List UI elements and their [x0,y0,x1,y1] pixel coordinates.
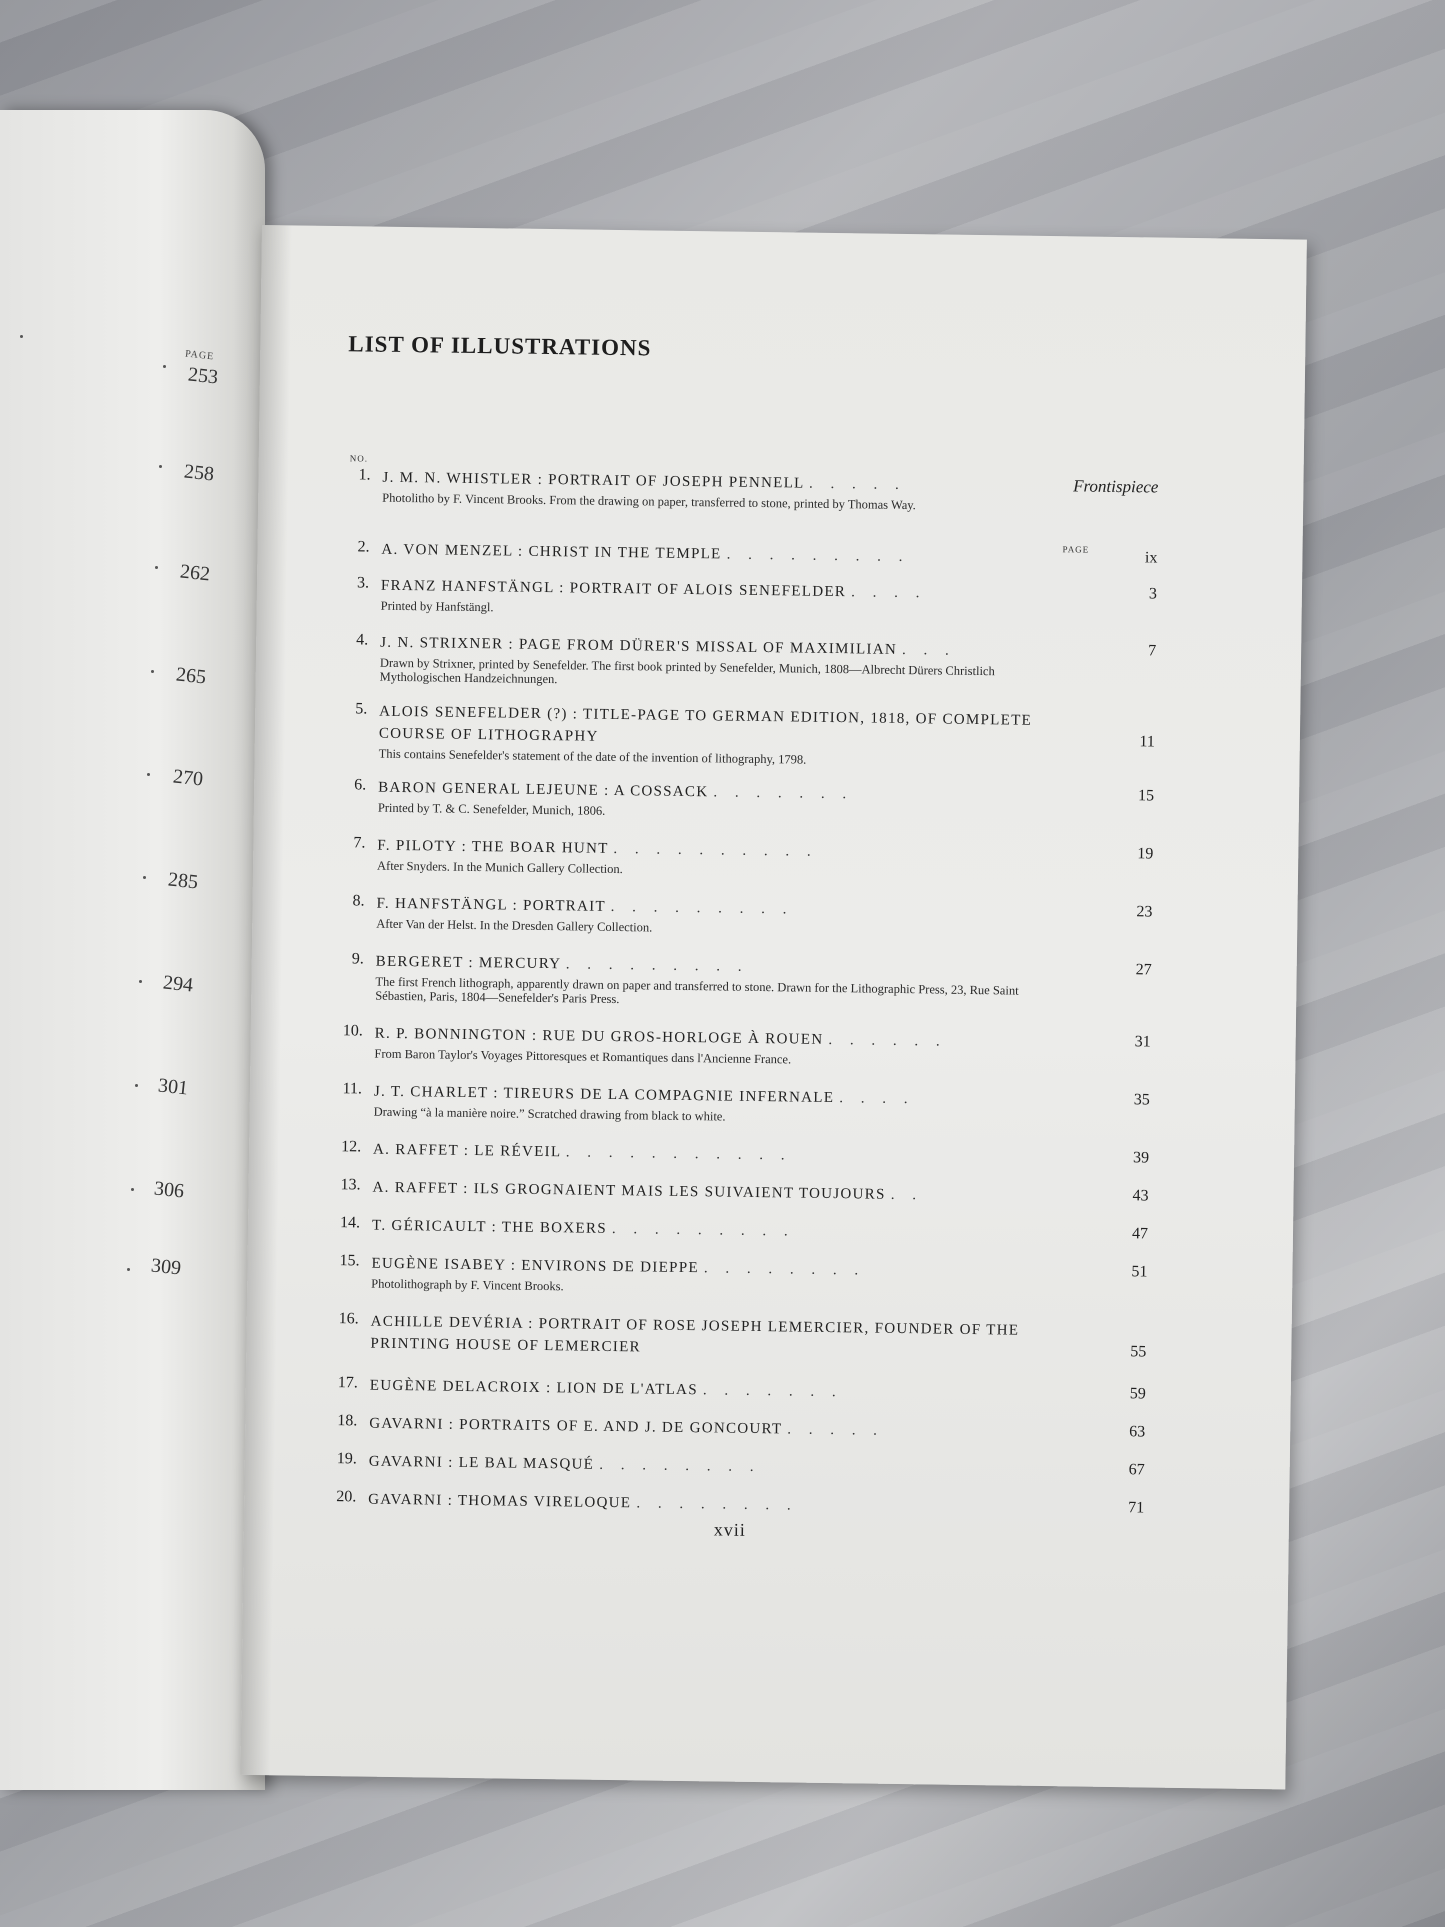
entry-page: 55 [1130,1343,1147,1361]
left-page-number: 294 [161,971,195,997]
entry-title: T. GÉRICAULT : THE BOXERS . . . . . . . . . [371,1217,795,1240]
entry-number: 1. [358,466,371,484]
illustration-list [319,466,1219,1517]
entry-page: 51 [1131,1263,1148,1281]
leader-dot [143,876,146,879]
entry-page: 15 [1137,787,1155,805]
entry-title: GAVARNI : THOMAS VIRELOQUE . . . . . . . . [368,1491,798,1514]
leader-dot [20,335,23,338]
list-item [314,834,1214,877]
entry-note: The first French lithograph, apparently drawn on paper and transferred to stone. Drawn for the Lithographic Press, 23, Rue Saint Sébastien, Paris, 1804—Senefelder's Paris Press. [375,974,1019,1007]
entry-title: F. HANFSTÄNGL : PORTRAIT . . . . . . . . . [376,895,794,918]
leader-dot [151,670,154,673]
entry-note: This contains Senefelder's statement of the date of the invention of lithography, 1798. [378,746,807,767]
leader-dot [127,1268,130,1271]
entry-title: A. RAFFET : ILS GROGNAIENT MAIS LES SUIVAIENT TOUJOURS . . [372,1179,924,1204]
entry-number: 14. [339,1214,361,1232]
entry-title: F. PILOTY : THE BOAR HUNT . . . . . . . . . . [377,837,818,860]
left-page-number: 309 [149,1254,183,1280]
entry-title: EUGÈNE DELACROIX : LION DE L'ATLAS . . . . . . . [369,1377,843,1401]
entry-number: 8. [352,892,365,910]
list-item [309,1176,1209,1205]
list-item [312,950,1212,1007]
entry-number: 15. [339,1252,360,1270]
entry-page: 23 [1136,903,1153,921]
entry-title: J. T. CHARLET : TIREURS DE LA COMPAGNIE INFERNALE . . . . [373,1083,915,1108]
entry-note: After Van der Helst. In the Dresden Gallery Collection. [376,916,653,935]
entry-number: 12. [341,1138,362,1156]
left-page-number: 301 [156,1074,190,1100]
entry-page: 63 [1129,1423,1146,1441]
list-item [305,1412,1205,1441]
entry-title: R. P. BONNINGTON : RUE DU GROS-HORLOGE À ROUEN . . . . . . [374,1025,947,1050]
list-item [306,1374,1206,1403]
left-page-number: 285 [166,868,200,894]
entry-page: ix [1144,549,1158,567]
entry-page: 43 [1132,1187,1149,1205]
entry-number: 19. [336,1450,357,1468]
entry-note: Drawing “à la manière noire.” Scratched drawing from black to white. [373,1104,726,1124]
entry-number: 5. [355,700,368,718]
entry-title: ACHILLE DEVÉRIA : PORTRAIT OF ROSE JOSEPH LEMERCIER, FOUNDER OF THE PRINTING HOUSE OF LEMERCIER [370,1313,1020,1356]
list-item [305,1450,1205,1479]
entry-page: 39 [1132,1149,1150,1167]
entry-number: 13. [340,1176,361,1194]
entry-note: From Baron Taylor's Voyages Pittoresques et Romantiques dans l'Ancienne France. [374,1046,792,1067]
number-column-label: NO. [349,453,369,464]
left-page [0,110,265,1790]
entry-title: EUGÈNE ISABEY : ENVIRONS DE DIEPPE . . . . . . . . [371,1255,866,1279]
entry-title: GAVARNI : PORTRAITS OF E. AND J. DE GONCOURT . . . . . [369,1415,885,1439]
entry-page: 71 [1128,1499,1145,1517]
entry-page: 7 [1148,642,1157,660]
entry-title: ALOIS SENEFELDER (?) : TITLE-PAGE TO GERMAN EDITION, 1818, OF COMPLETE COURSE OF LITHOGRAPHY [378,703,1033,745]
entry-number: 6. [354,776,367,794]
entry-number: 10. [342,1022,363,1040]
entry-title: BARON GENERAL LEJEUNE : A COSSACK . . . . . . . [378,779,854,803]
page-title: LIST OF ILLUSTRATIONS [348,331,652,361]
entry-number: 11. [342,1080,363,1098]
list-item [307,1310,1207,1361]
entry-note: After Snyders. In the Munich Gallery Collection. [376,858,623,877]
entry-page: 3 [1148,585,1158,603]
leader-dot [155,566,158,569]
left-page-number: 262 [178,560,212,586]
entry-note: Drawn by Strixner, printed by Senefelder. The first book printed by Senefelder, Munich, 1808—Albrecht Dürers Christlich Mythologischen Handzeichnungen. [379,655,995,687]
left-page-number: 253 [186,363,220,389]
list-item [308,1252,1208,1294]
leader-dot [159,465,162,468]
entry-title: A. VON MENZEL : CHRIST IN THE TEMPLE . . . . . . . . . [381,541,910,566]
leader-dot [139,980,142,983]
list-item [304,1488,1204,1517]
left-page-number: 265 [174,663,208,689]
list-item [308,1214,1208,1243]
entry-title: A. RAFFET : LE RÉVEIL . . . . . . . . . . . [372,1141,792,1164]
entry-number: 16. [338,1310,359,1328]
entry-page: 59 [1129,1385,1146,1403]
entry-number: 2. [357,538,370,556]
list-item [309,1138,1209,1167]
entry-page: 19 [1137,845,1154,863]
entry-title: BERGERET : MERCURY . . . . . . . . . [375,953,749,975]
entry-number: 18. [337,1412,358,1430]
list-item [314,776,1214,818]
left-page-number: 270 [171,765,205,791]
list-item [310,1080,1210,1124]
list-item [316,631,1216,687]
list-item [317,574,1217,615]
entry-title: FRANZ HANFSTÄNGL : PORTRAIT OF ALOIS SENEFELDER . . . . [380,577,927,602]
entry-title: J. M. N. WHISTLER : PORTRAIT OF JOSEPH PENNELL . . . . . [382,469,906,494]
entry-number: 9. [351,950,364,968]
entry-page: 31 [1134,1033,1151,1051]
entry-number: 20. [336,1488,357,1506]
entry-note: Photolithograph by F. Vincent Brooks. [371,1276,564,1294]
page-folio: xvii [713,1519,746,1540]
entry-note: Printed by Hanfstängl. [380,598,494,615]
left-page-number: 258 [182,460,216,486]
entry-note: Printed by T. & C. Senefelder, Munich, 1806. [377,800,606,818]
entry-page: Frontispiece [1073,476,1159,497]
entry-number: 3. [356,574,370,592]
leader-dot [147,773,150,776]
entry-page: 27 [1135,961,1152,979]
entry-number: 7. [353,834,366,852]
entry-page: 35 [1133,1091,1150,1109]
leader-dot [131,1188,134,1191]
entry-page: 67 [1128,1461,1145,1479]
entry-number: 4. [356,631,369,649]
list-item [319,466,1219,513]
leader-dot [163,365,166,368]
list-item [313,892,1213,935]
left-page-header: PAGE [184,348,215,363]
entry-note: Photolitho by F. Vincent Brooks. From the drawing on paper, transferred to stone, printed by Thomas Way. [382,490,916,513]
entry-title: J. N. STRIXNER : PAGE FROM DÜRER'S MISSAL OF MAXIMILIAN . . . [380,634,956,659]
list-item [311,1022,1211,1067]
entry-page: 11 [1139,733,1155,751]
left-page-number: 306 [152,1177,186,1203]
entry-number: 17. [337,1374,358,1392]
entry-page: 47 [1131,1225,1149,1243]
entry-title: GAVARNI : LE BAL MASQUÉ . . . . . . . . [368,1453,761,1476]
leader-dot [135,1084,138,1087]
list-item [315,700,1215,767]
page-column-label: PAGE [1062,544,1090,555]
right-page [240,225,1307,1789]
